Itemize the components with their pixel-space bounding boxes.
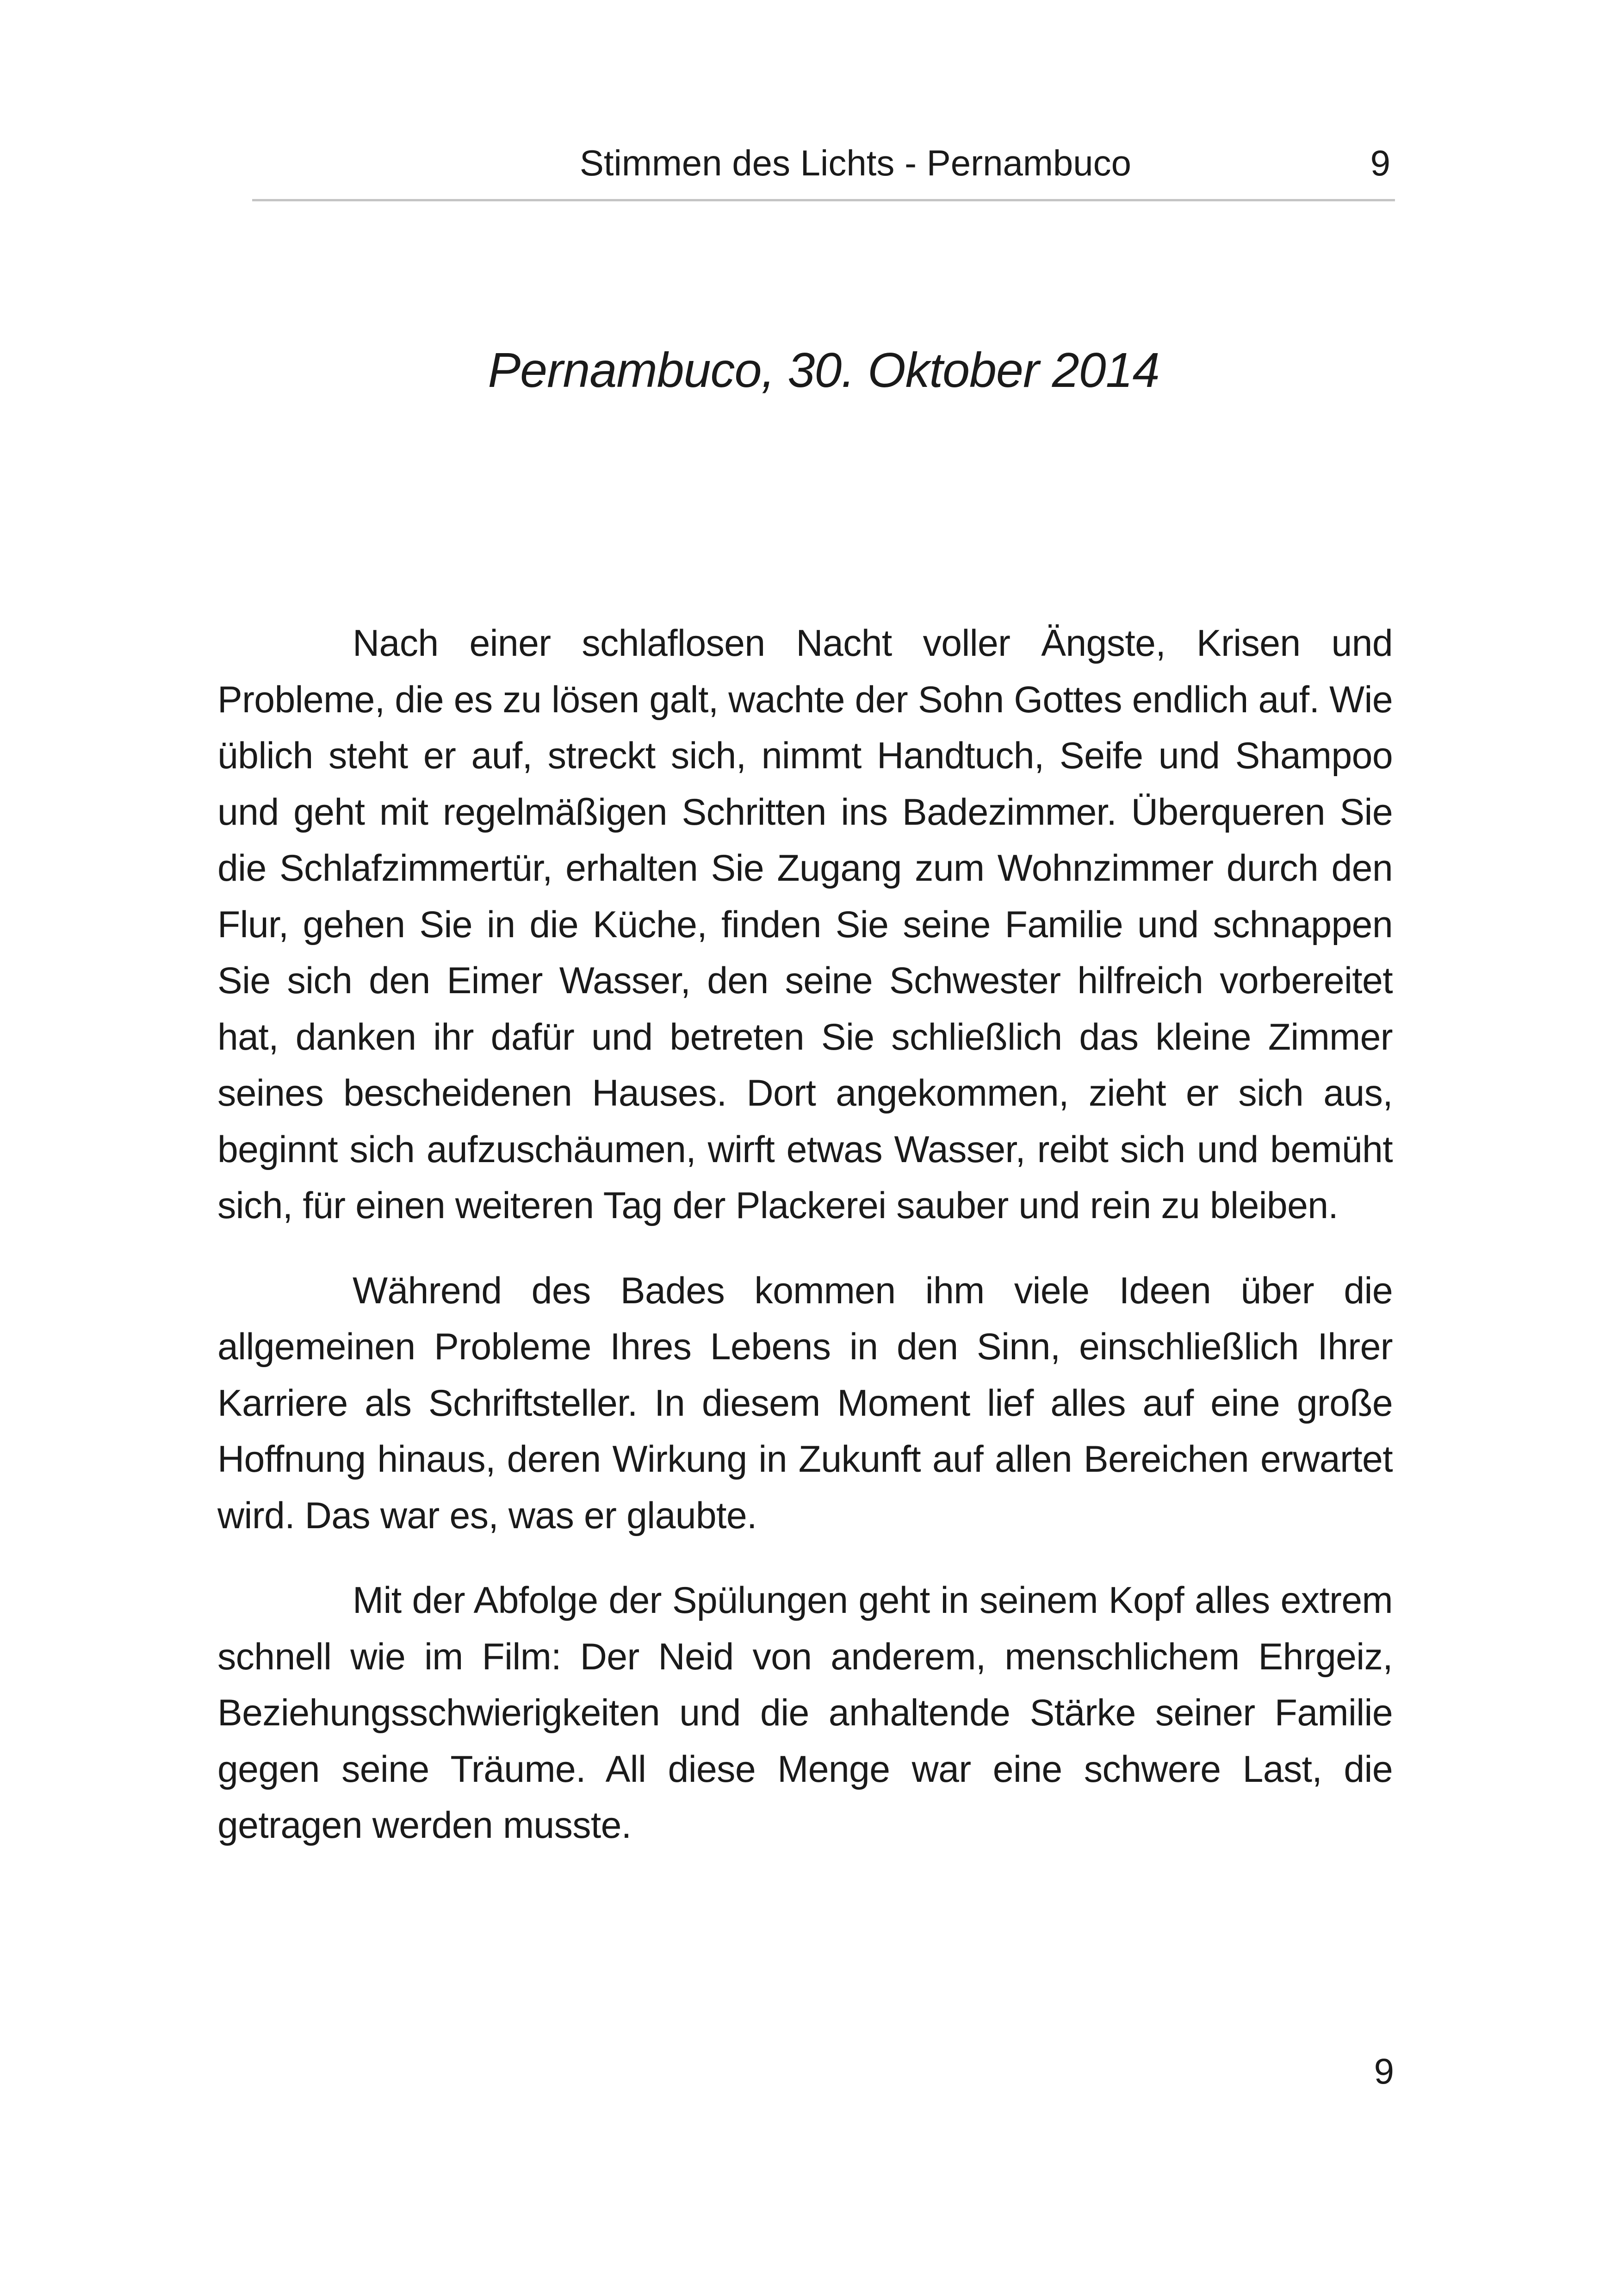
- running-title: Stimmen des Lichts - Pernambuco: [579, 143, 1131, 183]
- chapter-title: Pernambuco, 30. Oktober 2014: [488, 343, 1159, 398]
- paragraph-2: Während des Bades kommen ihm viele Ideen über die allgemeinen Probleme Ihres Lebens in den Sinn, einschließlich Ihrer Karriere als Schriftsteller. In diesem Moment lief alles auf eine große Hoffnung hinaus, deren Wirkung in Zukunft auf allen Bereichen erwartet wird. Das war es, was er glaubte.: [217, 1269, 1393, 1537]
- paragraph-1: Nach einer schlaflosen Nacht voller Ängste, Krisen und Probleme, die es zu lösen galt, wachte der Sohn Gottes endlich auf. Wie üblich steht er auf, streckt sich, nimmt Handtuch, Seife und Shampoo und geht mit regelmäßigen Schritten ins Badezimmer. Überqueren Sie die Schlafzimmertür, erhalten Sie Zugang zum Wohnzimmer durch den Flur, gehen Sie in die Küche, finden Sie seine Familie und schnappen Sie sich den Eimer Wasser, den seine Schwester hilfreich vorbereitet hat, danken ihr dafür und betreten Sie schließlich das kleine Zimmer seines bescheidenen Hauses. Dort angekommen, zieht er sich aus, beginnt sich aufzuschäumen, wirft etwas Wasser, reibt sich und bemüht sich, für einen weiteren Tag der Plackerei sauber und rein zu bleiben.: [217, 622, 1393, 1226]
- paragraph-3: Mit der Abfolge der Spülungen geht in seinem Kopf alles extrem schnell wie im Film: Der Neid von anderem, menschlichem Ehrgeiz, Beziehungsschwierigkeiten und die anhaltende Stärke seiner Familie gegen seine Träume. All diese Menge war eine schwere Last, die getragen werden musste.: [217, 1580, 1393, 1846]
- footer-page-number: 9: [1374, 2051, 1394, 2091]
- header-page-number: 9: [1370, 143, 1390, 183]
- header-divider: [252, 199, 1395, 201]
- running-header: [252, 130, 1395, 194]
- body-text: [217, 616, 1393, 1883]
